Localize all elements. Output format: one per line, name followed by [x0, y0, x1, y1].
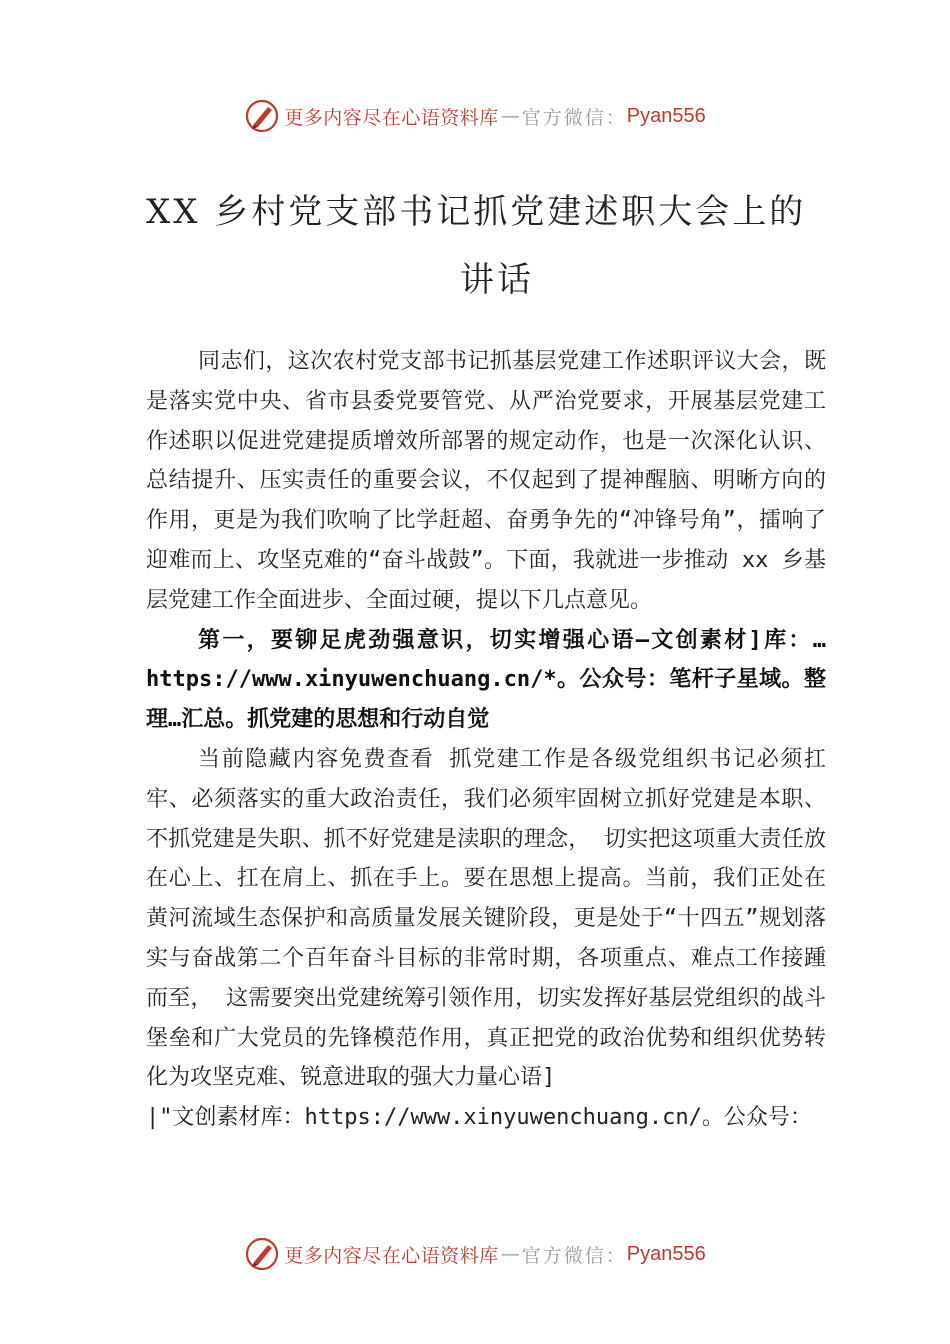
header-wechat-id: Pyan556: [626, 104, 706, 127]
header-brand-text: 更多内容尽在心语资料库: [284, 106, 499, 129]
footer-brand-text: 更多内容尽在心语资料库: [284, 1244, 499, 1267]
footer-dash: —: [500, 1243, 520, 1265]
footer-wechat-label: 官方微信：: [521, 1244, 627, 1267]
section-heading-1: 第一，要铆足虎劲强意识，切实增强心语—文创素材]库：…https://www.xinyuwenchuang.cn/*。公众号：笔杆子星域。整理…汇总。抓党建的思想和行动自觉: [146, 627, 826, 733]
document-title-line1: XX 乡村党支部书记抓党建述职大会上的: [146, 192, 807, 232]
paragraph-continuation: |"文创素材库：https://www.xinyuwenchuang.cn/。公众号：: [146, 1105, 812, 1131]
document-body: [146, 342, 826, 1138]
paragraph-section1: 当前隐藏内容免费查看 抓党建工作是各级党组织书记必须扛牢、必须落实的重大政治责任，我们必须牢固树立抓好党建是本职、不抓党建是失职、抓不好党建是渎职的理念， 切实把这项重大责任放在心上、扛在肩上、抓在手上。要在思想上提高。当前，我们正处在黄河流域生态保护和高质量发展关键阶段，更是处于“十四五”规划落实与奋战第二个百年奋斗目标的非常时期，各项重点、难点工作接踵而至， 这需要突出党建统筹引领作用，切实发挥好基层党组织的战斗堡垒和广大党员的先锋模范作用，真正把党的政治优势和组织优势转化为攻坚克难、锐意进取的强大力量心语]: [146, 746, 826, 1091]
document-title-line2: 讲话: [460, 260, 534, 300]
pen-logo-icon: [244, 1236, 280, 1272]
header-wechat-label: 官方微信：: [521, 106, 627, 129]
header-dash: —: [500, 105, 520, 127]
paragraph-intro: 同志们，这次农村党支部书记抓基层党建工作述职评议大会，既是落实党中央、省市县委党要管党、从严治党要求，开展基层党建工作述职以促进党建提质增效所部署的规定动作，也是一次深化认识、总结提升、压实责任的重要会议，不仅起到了提神醒脑、明晰方向的作用，更是为我们吹响了比学赶超、奋勇争先的“冲锋号角”，擂响了迎难而上、攻坚克难的“奋斗战鼓”。下面，我就进一步推动 xx 乡基层党建工作全面进步、全面过硬，提以下几点意见。: [146, 349, 826, 613]
footer-wechat-id: Pyan556: [626, 1242, 706, 1265]
pen-logo-icon: [244, 98, 280, 134]
header-banner: [0, 96, 950, 136]
footer-banner: [0, 1234, 950, 1274]
